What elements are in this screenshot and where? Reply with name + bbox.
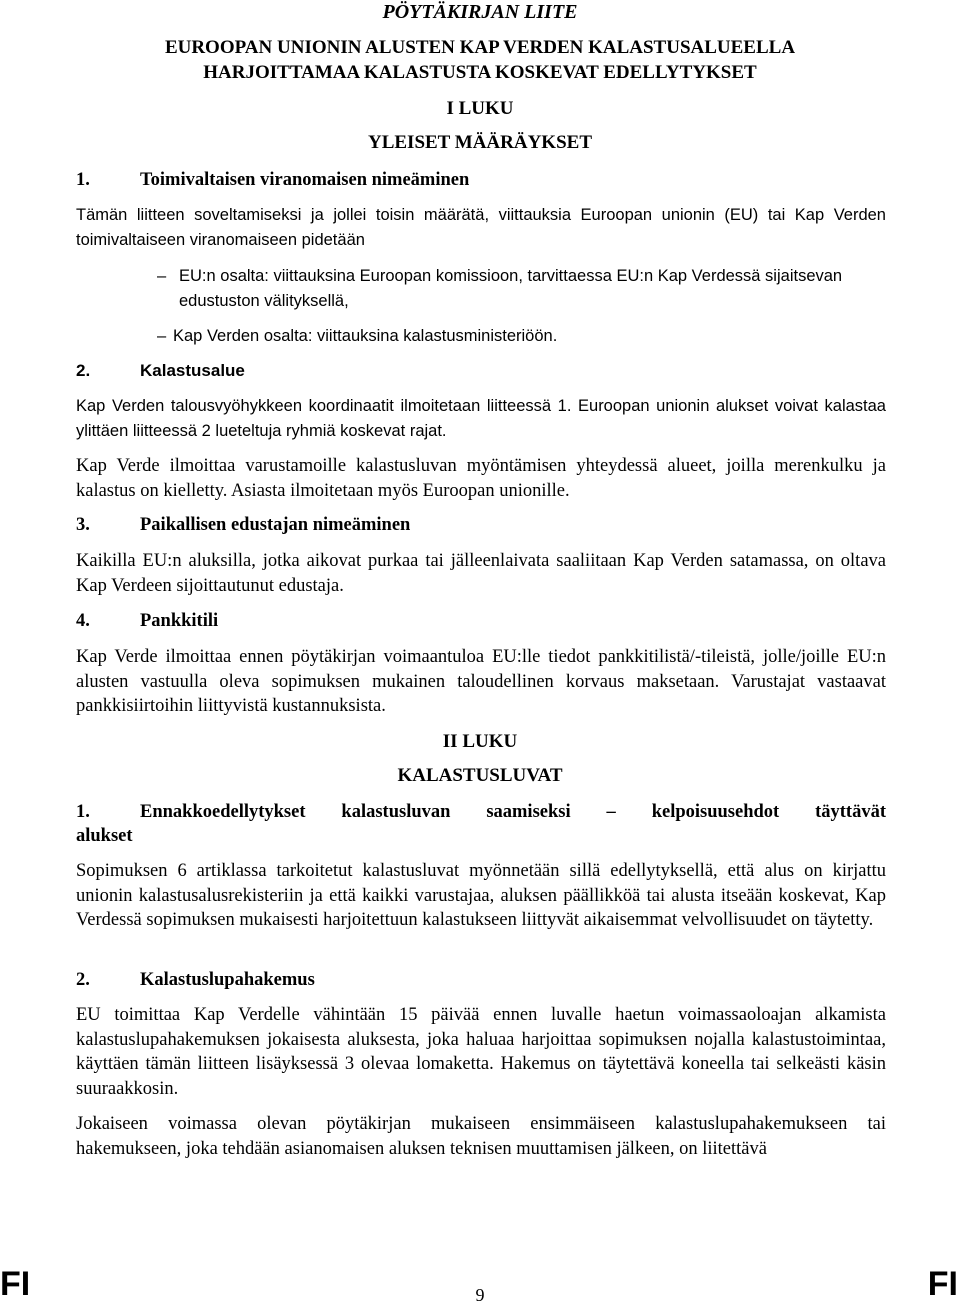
main-title-line2: HARJOITTAMAA KALASTUSTA KOSKEVAT EDELLYTYKSET — [203, 62, 757, 83]
section-heading — [76, 609, 886, 633]
dash-item-text: EU:n osalta: viittauksina Euroopan komissioon, tarvittaessa EU:n Kap Verdessä sijaitsevan edustuston välityksellä, — [179, 267, 843, 310]
page-number: 9 — [475, 1285, 485, 1305]
chapter1-label: I LUKU — [446, 98, 514, 119]
paragraph: EU toimittaa Kap Verdelle vähintään 15 päivää ennen luvalle haetun voimassaoloajan alkamista kalastuslupahakemuksen jokaisesta aluksesta, joka haluaa harjoittaa sopimuksen nojalla kalastustoimintaa, käyttäen tämän liitteen lisäyksessä 3 olevaa lomaketta. Hakemus on täytettävä koneella tai selkeästi käsin suuraakkosin. — [76, 1005, 886, 1099]
section-heading — [76, 513, 886, 537]
main-title-line1: EUROOPAN UNIONIN ALUSTEN KAP VERDEN KALASTUSALUEELLA — [164, 37, 796, 58]
annex-title: PÖYTÄKIRJAN LIITE — [382, 1, 578, 23]
chapter2-label: II LUKU — [442, 731, 518, 752]
dash-item-text: Kap Verden osalta: viittauksina kalastusministeriöön. — [173, 327, 558, 345]
section-number: 4. — [76, 611, 90, 631]
chapter1-title: YLEISET MÄÄRÄYKSET — [367, 132, 592, 153]
chapter2-title: KALASTUSLUVAT — [397, 765, 563, 786]
paragraph: Jokaiseen voimassa olevan pöytäkirjan mukaiseen ensimmäiseen kalastuslupahakemukseen tai hakemukseen, joka tehdään asianomaisen aluksen teknisen muuttamisen jälkeen, on liitettävä — [76, 1114, 886, 1159]
paragraph: Sopimuksen 6 artiklassa tarkoitetut kalastusluvat myönnetään sillä edellytyksellä, että alus on kirjattu unionin kalastusalusrekisteriin ja että kaikki varustajaa, aluksen päällikköä tai alusta itseään koskevat, Kap Verdessä sopimuksen mukaisesti harjoitettuun kalastukseen liittyvät aikaisemmat velvollisuudet on täytetty. — [76, 861, 886, 930]
section-title-continued: alukset — [76, 826, 133, 846]
section-number: 2. — [76, 361, 91, 380]
section-heading — [76, 168, 886, 192]
section-number: 2. — [76, 970, 90, 990]
section-heading — [76, 359, 886, 383]
section-title: Paikallisen edustajan nimeäminen — [140, 515, 411, 535]
section-title: Kalastuslupahakemus — [140, 970, 315, 990]
section-title: Pankkitili — [140, 611, 219, 631]
paragraph: Kap Verde ilmoittaa varustamoille kalastusluvan myöntämisen yhteydessä alueet, joilla merenkulku ja kalastus on kielletty. Asiasta ilmoitetaan myös Euroopan unionille. — [76, 456, 886, 501]
dash-bullet: – — [157, 327, 167, 345]
section-title: Kalastusalue — [140, 361, 245, 380]
footer-language-code-right: FI — [927, 1265, 958, 1303]
paragraph: Tämän liitteen soveltamiseksi ja jollei toisin määrätä, viittauksia Euroopan unionin (EU) tai Kap Verden toimivaltaiseen viranomaiseen pidetään — [76, 206, 886, 249]
section-number: 3. — [76, 515, 90, 535]
dash-bullet: – — [157, 267, 167, 285]
section-heading — [76, 968, 886, 992]
section-number: 1. — [76, 802, 90, 822]
paragraph: Kaikilla EU:n aluksilla, jotka aikovat purkaa tai jälleenlaivata saaliitaan Kap Verden satamassa, on oltava Kap Verdeen sijoittautunut edustaja. — [76, 551, 886, 596]
section-title: Toimivaltaisen viranomaisen nimeäminen — [140, 170, 470, 190]
footer-language-code-left: FI — [0, 1265, 31, 1303]
section-title: Ennakkoedellytykset kalastusluvan saamiseksi – kelpoisuusehdot täyttävät — [140, 802, 886, 822]
paragraph: Kap Verden talousvyöhykkeen koordinaatit ilmoitetaan liitteessä 1. Euroopan unionin alukset voivat kalastaa ylittäen liitteessä 2 lueteltuja ryhmiä koskevat rajat. — [76, 397, 886, 440]
dash-list-item — [157, 324, 887, 349]
dash-list-item — [157, 264, 887, 313]
section-number: 1. — [76, 170, 90, 190]
section-heading — [76, 800, 886, 848]
paragraph: Kap Verde ilmoittaa ennen pöytäkirjan voimaantuloa EU:lle tiedot pankkitilistä/-tileistä, jolle/joille EU:n alusten vastuulla oleva sopimuksen mukainen taloudellinen korvaus maksetaan. Varustajat vastaavat pankkisiirtoihin liittyvistä kustannuksista. — [76, 647, 886, 716]
